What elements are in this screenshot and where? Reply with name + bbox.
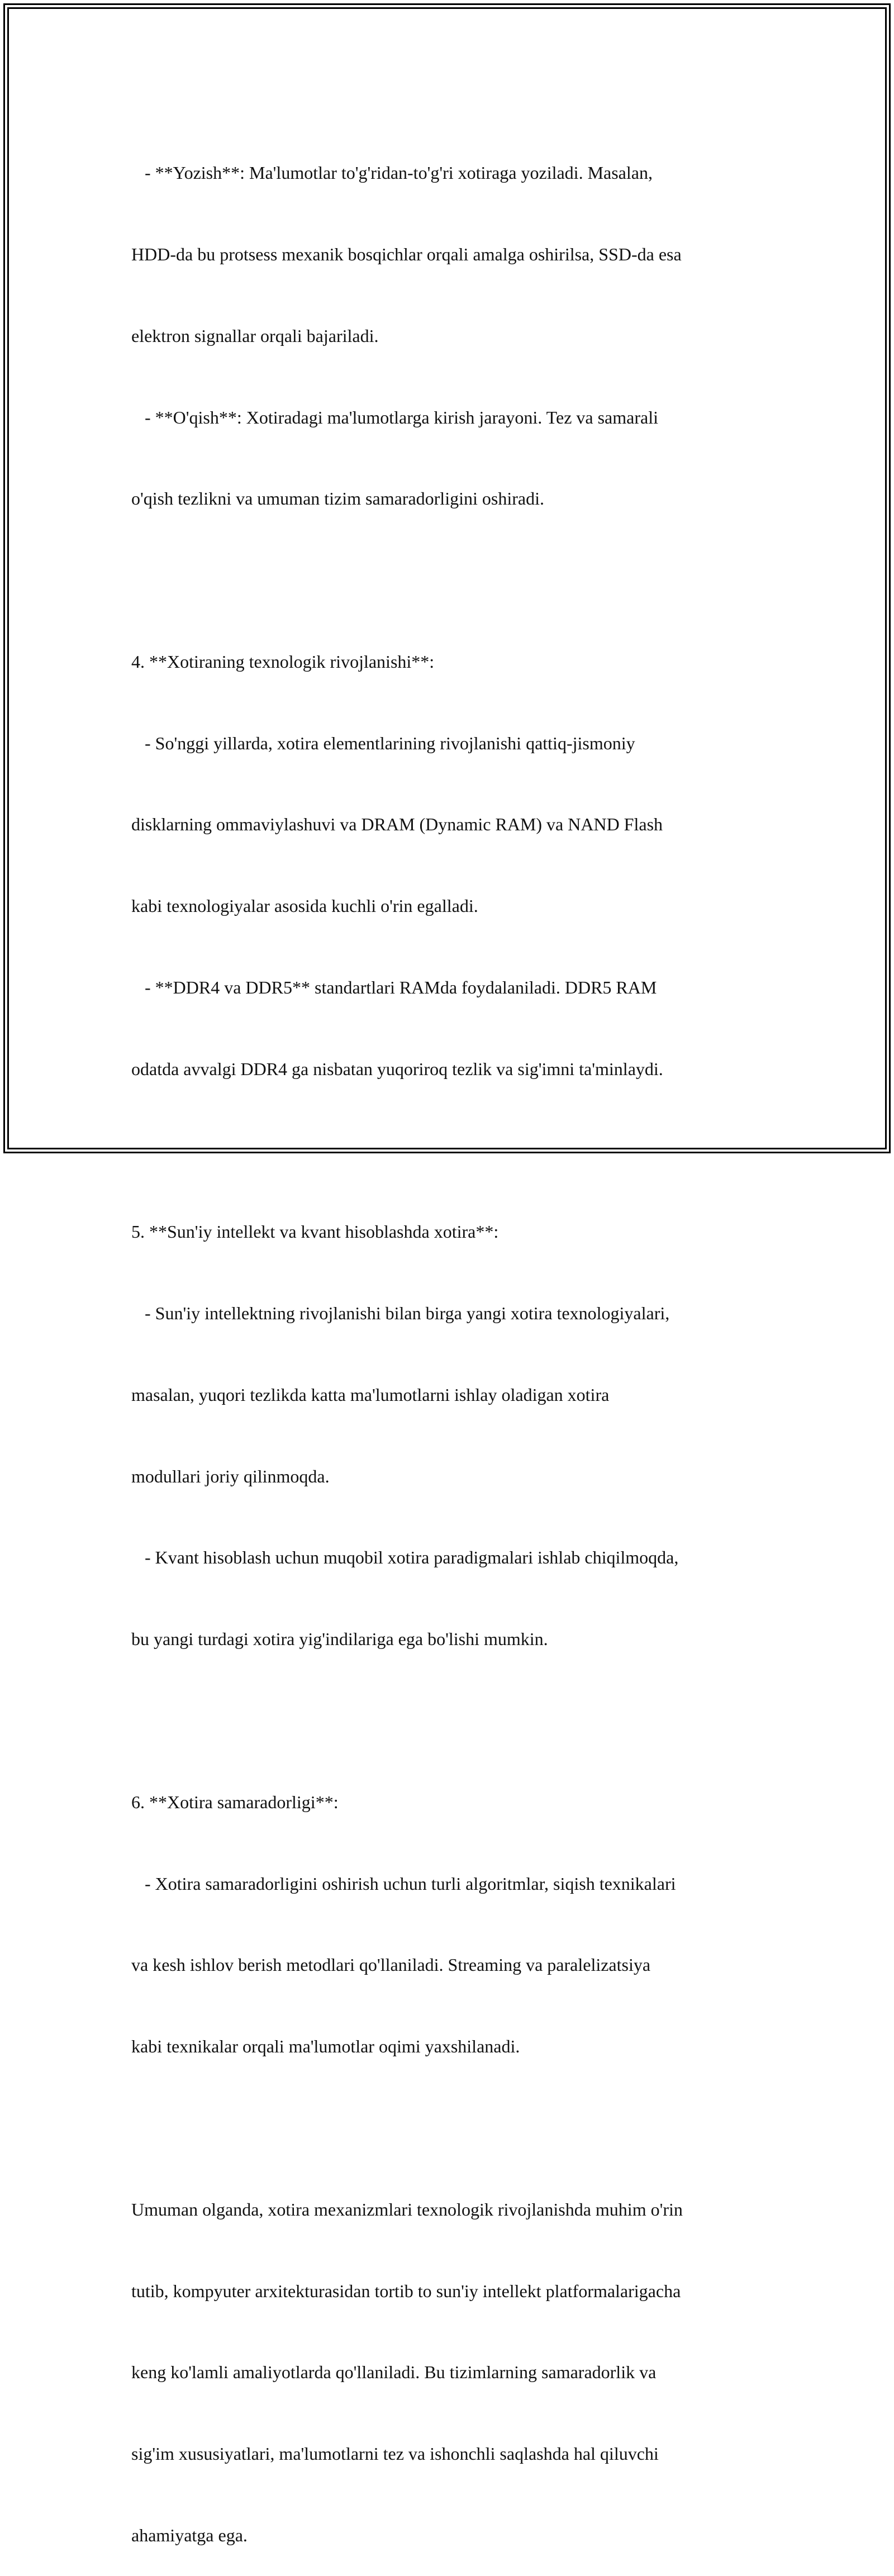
conclusion-line: Umuman olganda, xotira mexanizmlari texnologik rivojlanishda muhim o'rin	[131, 2199, 683, 2219]
text-line: - **DDR4 va DDR5** standartlari RAMda foydalaniladi. DDR5 RAM	[131, 977, 657, 997]
text-line: odatda avvalgi DDR4 ga nisbatan yuqoriroq tezlik va sig'imni ta'minlaydi.	[131, 1058, 663, 1079]
section-heading-6: 6. **Xotira samaradorligi**:	[131, 1791, 339, 1812]
blank-line	[131, 1707, 779, 1734]
document-body	[131, 105, 779, 2576]
blank-line	[131, 567, 779, 594]
text-line: masalan, yuqori tezlikda katta ma'lumotlarni ishlay oladigan xotira	[131, 1384, 610, 1405]
text-line: modullari joriy qilinmoqda.	[131, 1466, 330, 1486]
blank-line	[131, 1137, 779, 1165]
text-line: disklarning ommaviylashuvi va DRAM (Dynamic RAM) va NAND Flash	[131, 814, 663, 835]
text-line: bu yangi turdagi xotira yig'indilariga ega bo'lishi mumkin.	[131, 1629, 548, 1650]
text-line: - So'nggi yillarda, xotira elementlarining rivojlanishi qattiq-jismoniy	[131, 733, 635, 753]
text-line: - Kvant hisoblash uchun muqobil xotira paradigmalari ishlab chiqilmoqda,	[131, 1547, 679, 1568]
text-line: - **O'qish**: Xotiradagi ma'lumotlarga kirish jarayoni. Tez va samarali	[131, 407, 658, 427]
text-line: - Sun'iy intellektning rivojlanishi bilan birga yangi xotira texnologiyalari,	[131, 1303, 670, 1324]
text-line: HDD-da bu protsess mexanik bosqichlar orqali amalga oshirilsa, SSD-da esa	[131, 244, 682, 264]
text-line: kabi texnikalar orqali ma'lumotlar oqimi yaxshilanadi.	[131, 2036, 520, 2057]
text-line: o'qish tezlikni va umuman tizim samaradorligini oshiradi.	[131, 488, 544, 509]
text-line: va kesh ishlov berish metodlari qo'llaniladi. Streaming va paralelizatsiya	[131, 1955, 651, 1975]
text-line: kabi texnologiyalar asosida kuchli o'rin egalladi.	[131, 896, 478, 916]
conclusion-line: sig'im xususiyatlari, ma'lumotlarni tez va ishonchli saqlashda hal qiluvchi	[131, 2444, 659, 2464]
conclusion-line: ahamiyatga ega.	[131, 2525, 248, 2545]
text-line: - **Yozish**: Ma'lumotlar to'g'ridan-to'g'ri xotiraga yoziladi. Masalan,	[131, 163, 653, 183]
section-heading-4: 4. **Xotiraning texnologik rivojlanishi**:	[131, 651, 435, 672]
section-heading-5: 5. **Sun'iy intellekt va kvant hisoblashda xotira**:	[131, 1222, 499, 1242]
blank-line	[131, 2114, 779, 2142]
conclusion-line: keng ko'lamli amaliyotlarda qo'llaniladi. Bu tizimlarning samaradorlik va	[131, 2362, 657, 2383]
text-line: elektron signallar orqali bajariladi.	[131, 325, 379, 346]
text-line: - Xotira samaradorligini oshirish uchun turli algoritmlar, siqish texnikalari	[131, 1873, 676, 1894]
conclusion-line: tutib, kompyuter arxitekturasidan tortib to sun'iy intellekt platformalarigacha	[131, 2280, 681, 2301]
